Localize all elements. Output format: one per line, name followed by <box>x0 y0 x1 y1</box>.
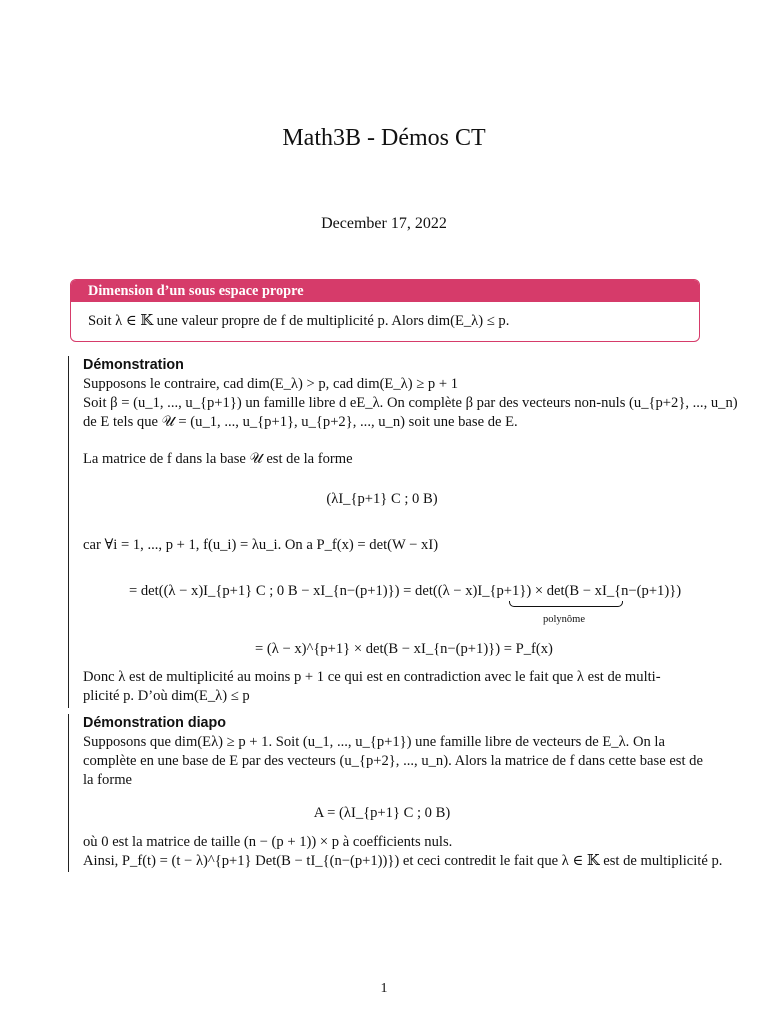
theorem-box <box>70 279 700 342</box>
equation-display: = det((λ − x)I_{p+1} C ; 0 B − xI_{n−(p+1)}) = det((λ − x)I_{p+1}) × det(B − xI_{n−(p+1)}) <box>129 583 682 599</box>
theorem-heading: Dimension d’un sous espace propre <box>71 280 699 302</box>
proof-line: Supposons le contraire, cad dim(E_λ) > p, cad dim(E_λ) ≥ p + 1 <box>83 376 459 392</box>
matrix-display: A = (λI_{p+1} C ; 0 B) <box>313 805 451 821</box>
proof-line: Supposons que dim(Eλ) ≥ p + 1. Soit (u_1, ..., u_{p+1}) une famille libre de vecteurs de E_λ. On la <box>83 734 665 750</box>
proof-block <box>68 356 738 708</box>
proof-line: La matrice de f dans la base 𝒰 est de la forme <box>83 451 353 467</box>
proof-line: de E tels que 𝒰 = (u_1, ..., u_{p+1}, u_{p+2}, ..., u_n) soit une base de E. <box>83 414 518 430</box>
theorem-statement: Soit λ ∈ 𝕂 une valeur propre de f de multiplicité p. Alors dim(E_λ) ≤ p. <box>88 313 510 329</box>
underbrace-label: polynôme <box>543 614 585 625</box>
equation-display: = (λ − x)^{p+1} × det(B − xI_{n−(p+1)}) = P_f(x) <box>255 641 553 657</box>
proof-line: complète en une base de E par des vecteurs (u_{p+2}, ..., u_n). Alors la matrice de f dans cette base est de <box>83 753 703 769</box>
proof-line: la forme <box>83 772 133 788</box>
proof-line: Donc λ est de multiplicité au moins p + 1 ce qui est en contradiction avec le fait que λ est de multi- <box>83 669 661 685</box>
page-title: Math3B - Démos CT <box>282 125 486 151</box>
page-number: 1 <box>380 981 388 996</box>
page-date: December 17, 2022 <box>321 215 447 232</box>
proof-heading: Démonstration diapo <box>83 715 226 731</box>
proof-heading: Démonstration <box>83 357 184 373</box>
matrix-display: (λI_{p+1} C ; 0 B) <box>326 491 438 507</box>
proof-block-diapo <box>68 714 723 872</box>
proof-line: plicité p. D’où dim(E_λ) ≤ p <box>83 688 250 704</box>
proof-line: Ainsi, P_f(t) = (t − λ)^{p+1} Det(B − tI_{(n−(p+1))}) et ceci contredit le fait que λ ∈ 𝕂 est de multiplicité p. <box>83 853 723 869</box>
proof-line: où 0 est la matrice de taille (n − (p + 1)) × p à coefficients nuls. <box>83 834 453 850</box>
underbrace <box>509 601 623 607</box>
proof-line: Soit β = (u_1, ..., u_{p+1}) un famille libre d eE_λ. On complète β par des vecteurs non-nuls (u_{p+2}, ..., u_n) <box>83 395 738 411</box>
proof-line: car ∀i = 1, ..., p + 1, f(u_i) = λu_i. On a P_f(x) = det(W − xI) <box>83 537 439 553</box>
